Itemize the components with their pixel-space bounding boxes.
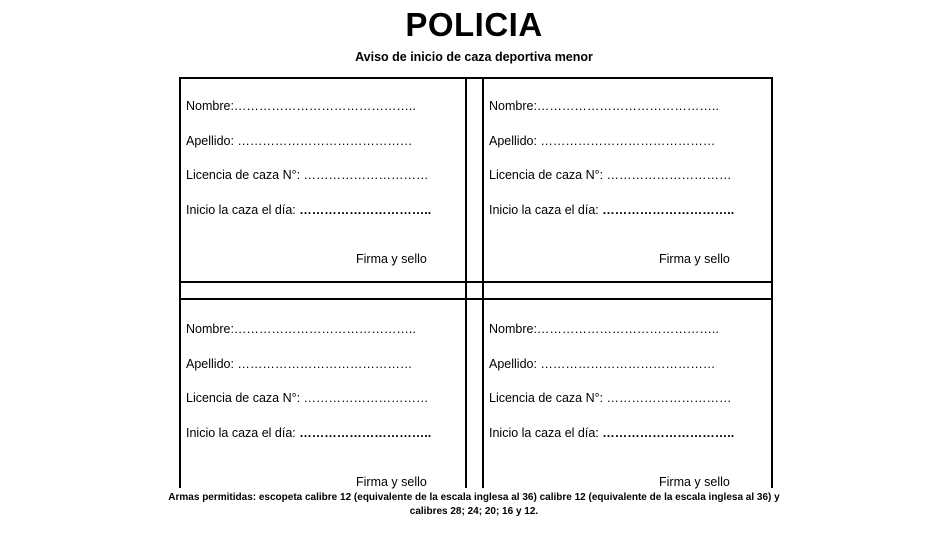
apellido-field: Apellido: ……………………………………	[186, 357, 413, 371]
firma-label: Firma y sello	[659, 475, 730, 489]
nombre-field: Nombre:……………………………………..	[186, 99, 416, 113]
firma-label: Firma y sello	[356, 475, 427, 489]
inicio-field	[489, 203, 734, 217]
inicio-dots: …………………………..	[299, 426, 432, 440]
inicio-dots: …………………………..	[602, 203, 735, 217]
inicio-dots: …………………………..	[299, 203, 432, 217]
licencia-field: Licencia de caza N°: …………………………	[186, 391, 429, 405]
nombre-field: Nombre:……………………………………..	[489, 322, 719, 336]
apellido-field: Apellido: ……………………………………	[186, 134, 413, 148]
divider-horizontal-bottom	[179, 298, 773, 300]
inicio-field	[186, 203, 431, 217]
nombre-field: Nombre:……………………………………..	[186, 322, 416, 336]
firma-label: Firma y sello	[356, 252, 427, 266]
page-title: POLICIA	[405, 6, 543, 43]
apellido-field: Apellido: ……………………………………	[489, 134, 716, 148]
nombre-field: Nombre:……………………………………..	[489, 99, 719, 113]
licencia-field: Licencia de caza N°: …………………………	[489, 391, 732, 405]
notice-card-top-right	[483, 79, 763, 279]
inicio-dots: …………………………..	[602, 426, 735, 440]
inicio-label: Inicio la caza el día:	[186, 203, 300, 217]
inicio-label: Inicio la caza el día:	[186, 426, 300, 440]
divider-horizontal-top	[179, 281, 773, 283]
inicio-field	[186, 426, 431, 440]
firma-label: Firma y sello	[659, 252, 730, 266]
notice-card-bottom-right	[483, 302, 763, 502]
inicio-field	[489, 426, 734, 440]
notice-card-bottom-left	[180, 302, 460, 502]
inicio-label: Inicio la caza el día:	[489, 426, 603, 440]
inicio-label: Inicio la caza el día:	[489, 203, 603, 217]
apellido-field: Apellido: ……………………………………	[489, 357, 716, 371]
permitted-weapons-note: Armas permitidas: escopeta calibre 12 (equivalente de la escala inglesa al 36) calibre 12 (equivalente de la escala inglesa al 36) y calibres 28; 24; 20; 16 y 12.	[168, 492, 780, 517]
page-subtitle: Aviso de inicio de caza deportiva menor	[355, 50, 593, 64]
licencia-field: Licencia de caza N°: …………………………	[489, 168, 732, 182]
licencia-field: Licencia de caza N°: …………………………	[186, 168, 429, 182]
notice-card-top-left	[180, 79, 460, 279]
